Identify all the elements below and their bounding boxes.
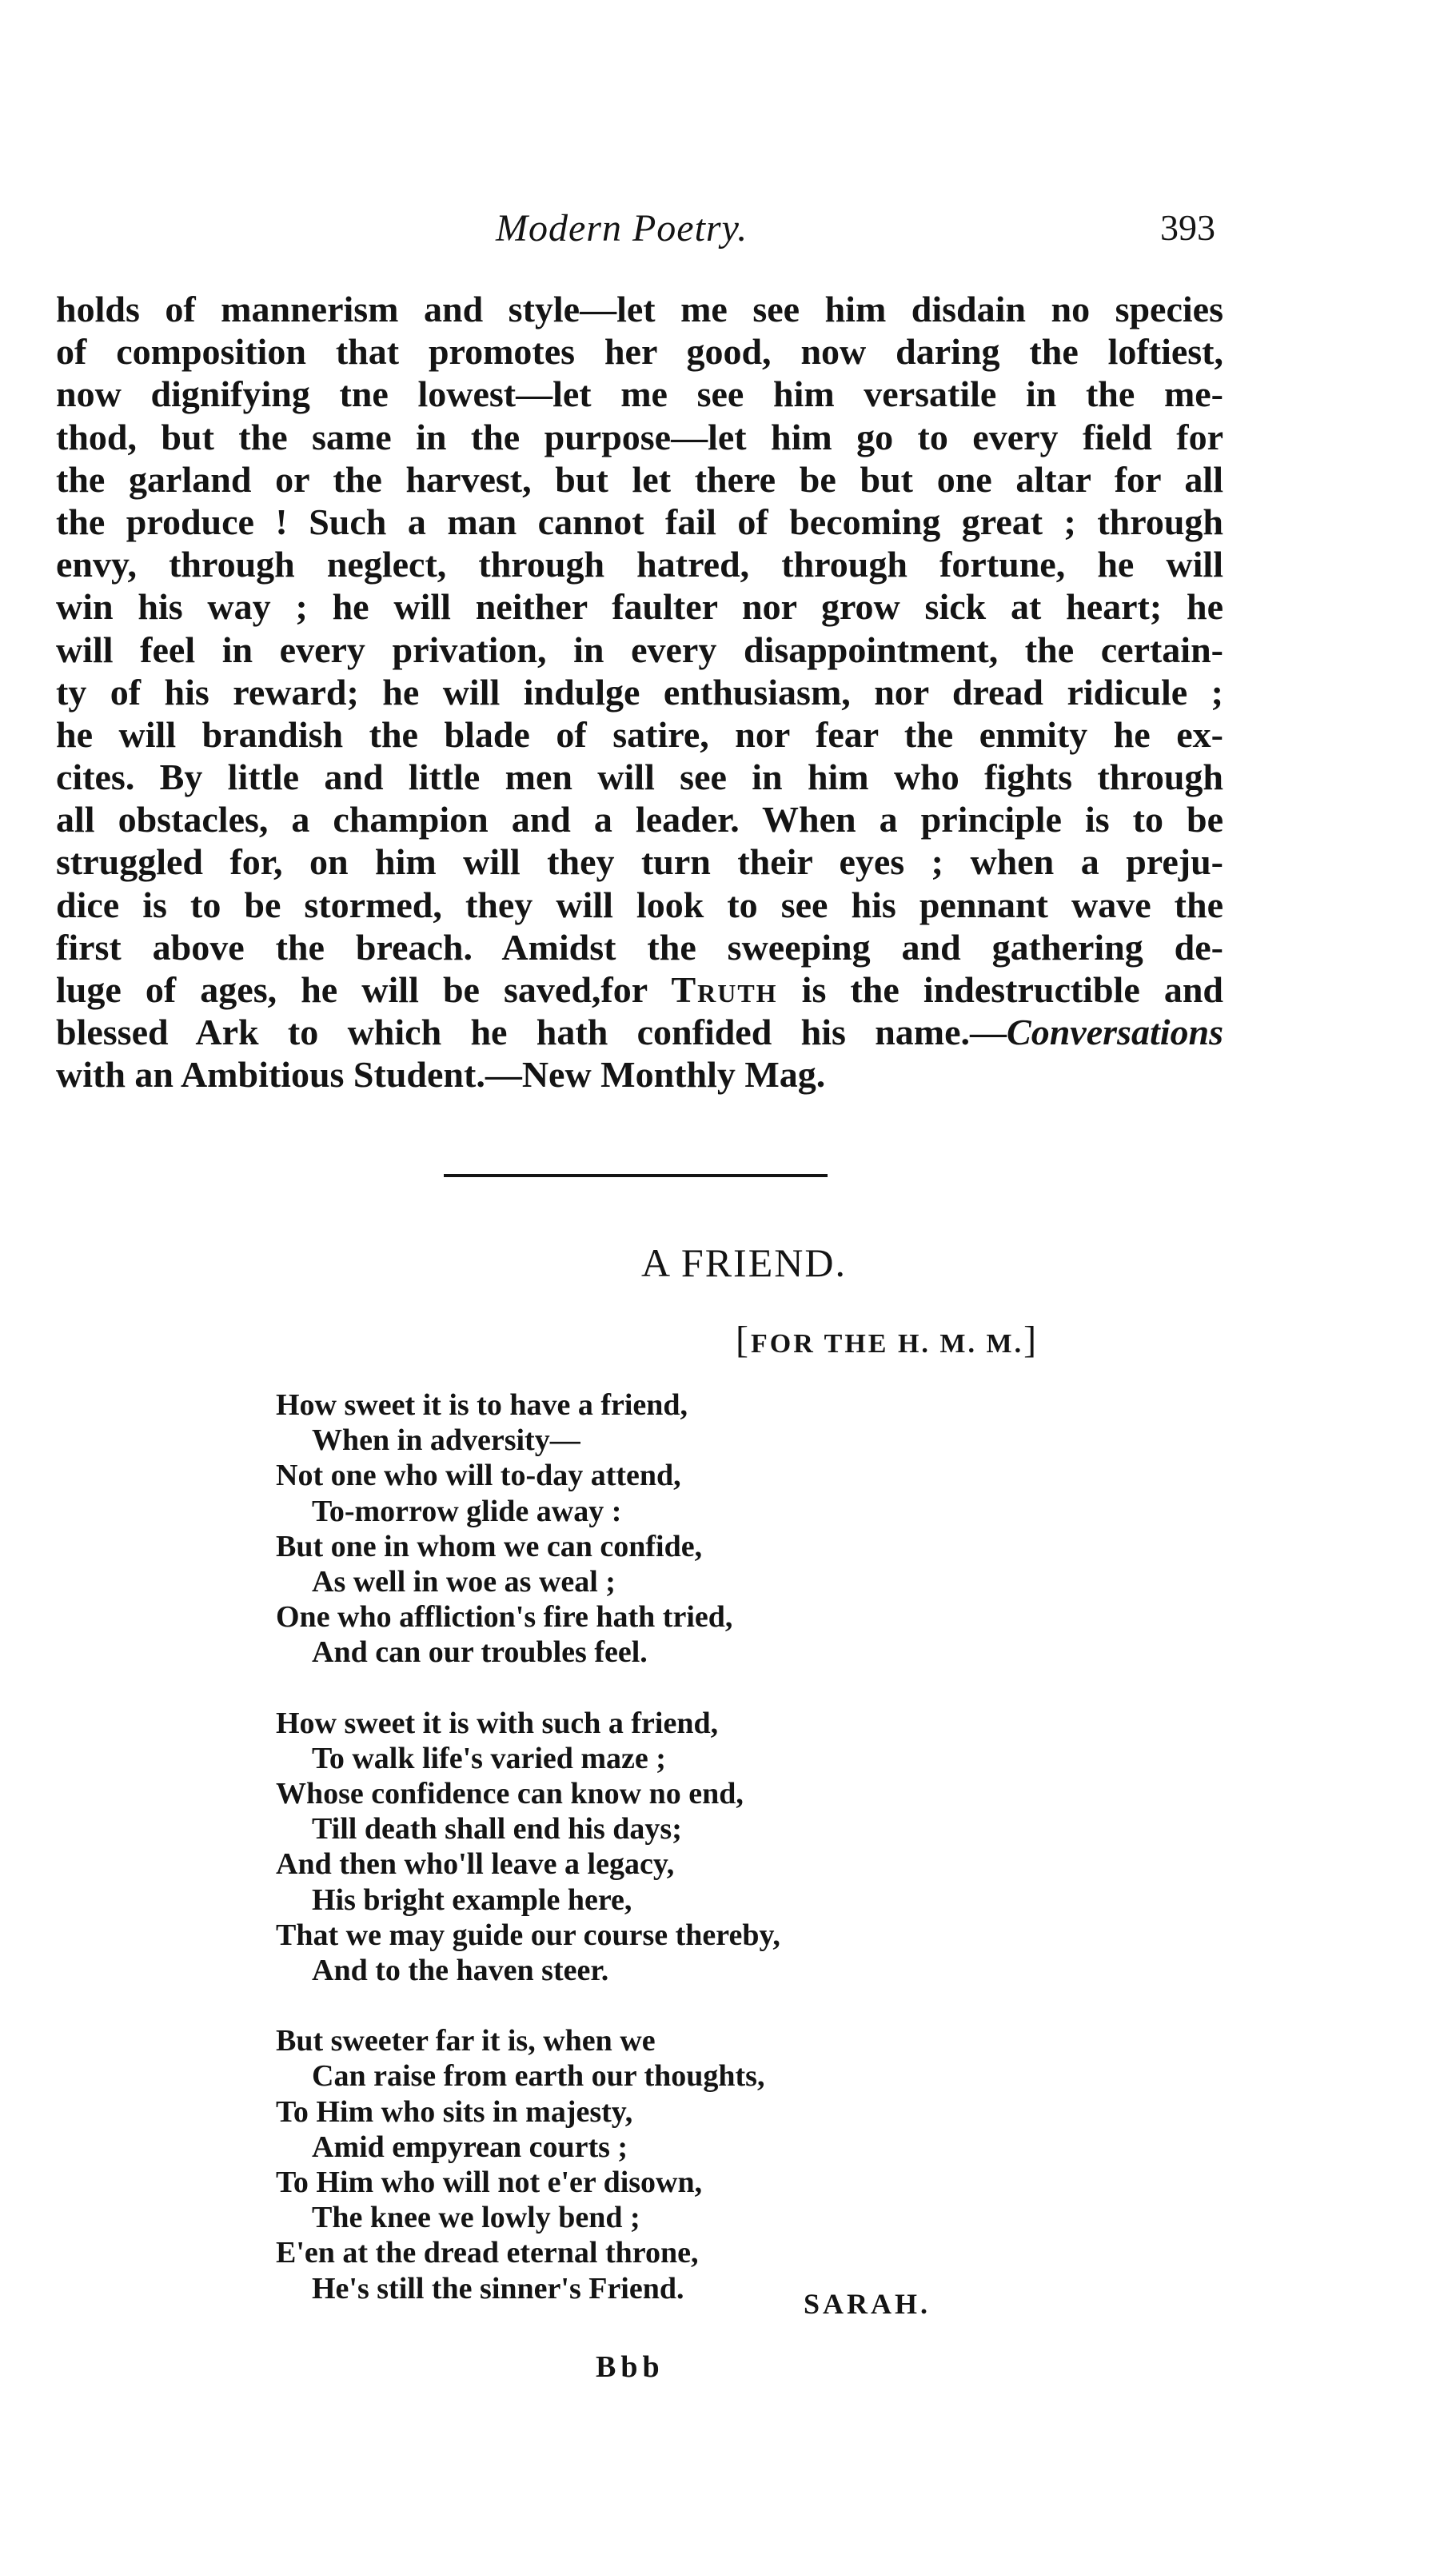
verse-line: And to the haven steer. [312,1954,609,1988]
poem-stanza [276,1387,1155,1671]
verse-line: His bright example here, [312,1882,632,1917]
verse-line: And then who'll leave a legacy, [276,1847,675,1882]
verse-line: As well in woe as weal ; [312,1565,616,1599]
prose-line: the produce ! Such a man cannot fail of becoming great ; through [56,501,1223,542]
prose-line: now dignifying tne lowest—let me see him versatile in the me- [56,373,1223,415]
signature-mark: Bbb [596,2350,664,2384]
prose-line: dice is to be stormed, they will look to see his pennant wave the [56,884,1223,925]
verse-line: To Him who will not e'er disown, [276,2166,703,2200]
running-title: Modern Poetry. [496,207,748,250]
verse-line: Not one who will to-day attend, [276,1459,681,1493]
prose-line [56,1011,1223,1053]
prose-line: will feel in every privation, in every disappointment, the certain- [56,629,1223,670]
prose-line: he will brandish the blade of satire, nor fear the enmity he ex- [56,713,1223,755]
prose-line: win his way ; he will neither faulter nor grow sick at heart; he [56,586,1223,628]
verse-line: Whose confidence can know no end, [276,1777,744,1811]
verse-line: Can raise from earth our thoughts, [312,2059,765,2094]
verse-line: To walk life's varied maze ; [312,1741,666,1775]
poem-stanza [276,1706,1155,1989]
running-head [496,206,1215,254]
prose-line: first above the breach. Amidst the sweeping and gathering de- [56,926,1223,968]
prose-line: thod, but the same in the purpose—let him go to every field for [56,416,1223,457]
verse-line: To Him who sits in majesty, [276,2094,633,2129]
prose-text: blessed Ark to which he hath confided his name.— [56,1012,1007,1053]
prose-text: luge of ages, he will be saved,for [56,969,672,1010]
poem-title: A FRIEND. [641,1240,847,1285]
prose-text: is the indestructible and [777,969,1223,1010]
verse-line: E'en at the dread eternal throne, [276,2236,699,2270]
verse-line: The knee we lowly bend ; [312,2201,640,2235]
verse-line: When in adversity— [312,1423,580,1458]
poem-stanza [276,2023,1155,2306]
source-citation-line: with an Ambitious Student.—New Monthly Mag. [56,1054,826,1096]
verse-line: Amid empyrean courts ; [312,2130,628,2164]
source-citation: Conversations [1007,1012,1223,1053]
verse-line: How sweet it is to have a friend, [276,1388,688,1422]
prose-line: of composition that promotes her good, now daring the loftiest, [56,331,1223,373]
poem-credit [736,1318,1039,1362]
verse-line: But sweeter far it is, when we [276,2024,656,2058]
verse-line: And can our troubles feel. [312,1635,648,1670]
prose-line: envy, through neglect, through hatred, through fortune, he will [56,544,1223,585]
verse-line: How sweet it is with such a friend, [276,1706,719,1740]
credit-bracket-close: ] [1023,1319,1039,1361]
verse-line: To-morrow glide away : [312,1494,622,1528]
prose-line: struggled for, on him will they turn their eyes ; when a preju- [56,841,1223,883]
prose-line: the garland or the harvest, but let there be but one altar for all [56,458,1223,500]
prose-line: all obstacles, a champion and a leader. When a principle is to be [56,799,1223,840]
credit-bracket-open: [ [736,1319,751,1361]
verse-line: Till death shall end his days; [312,1812,682,1846]
prose-line: ty of his reward; he will indulge enthusiasm, nor dread ridicule ; [56,671,1223,713]
prose-line: holds of mannerism and style—let me see him disdain no species [56,289,1223,329]
prose-paragraph [56,288,1223,1096]
credit-text: FOR THE H. M. M. [750,1329,1024,1359]
page-number: 393 [1160,207,1215,248]
poem-author: SARAH. [804,2288,931,2320]
prose-line [56,968,1223,1011]
verse-line: But one in whom we can confide, [276,1529,703,1563]
section-divider [444,1174,828,1181]
poem-body [276,1387,1155,2341]
prose-line: cites. By little and little men will see in him who fights through [56,757,1223,798]
truth-smallcaps: Truth [671,969,778,1010]
verse-line: That we may guide our course thereby, [276,1918,780,1952]
verse-line: He's still the sinner's Friend. [312,2271,684,2305]
verse-line: One who affliction's fire hath tried, [276,1600,733,1635]
